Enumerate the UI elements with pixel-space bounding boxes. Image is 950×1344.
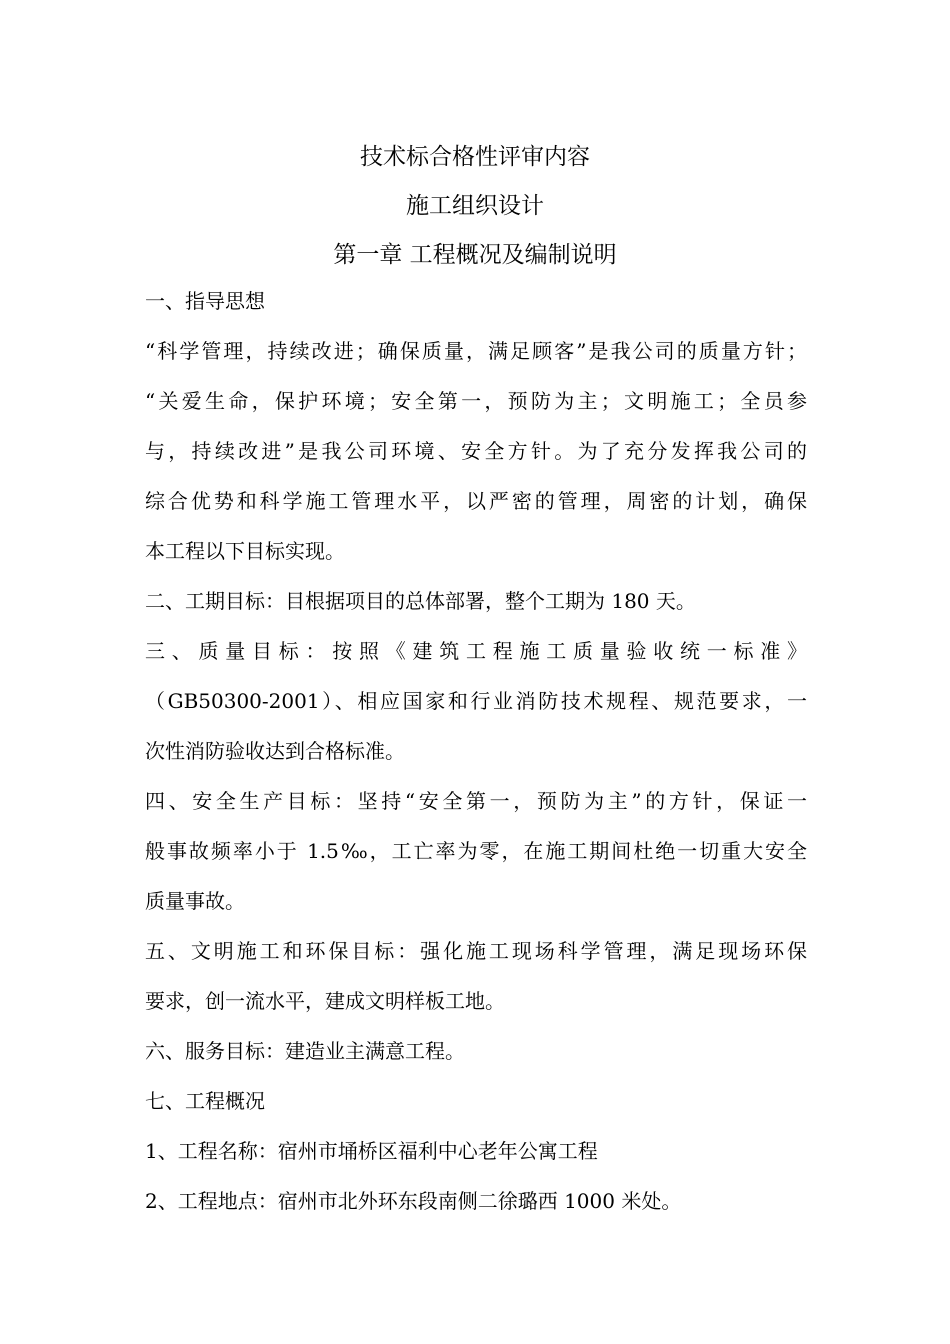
section-heading-project-overview: 七、工程概况 <box>145 1089 265 1113</box>
section-safety-goal: 四、安全生产目标：坚持“安全第一，预防为主”的方针，保证一 <box>145 789 807 813</box>
section-heading-guiding-ideology: 一、指导思想 <box>145 289 265 313</box>
paragraph-line: “科学管理，持续改进；确保质量，满足顾客”是我公司的质量方针； <box>145 339 807 363</box>
section-schedule-goal: 二、工期目标：目根据项目的总体部署，整个工期为 180 天。 <box>145 589 696 613</box>
paragraph-line: 本工程以下目标实现。 <box>145 539 345 563</box>
list-item-project-name: 1、工程名称：宿州市埇桥区福利中心老年公寓工程 <box>145 1139 598 1163</box>
section-quality-goal: 三、质量目标：按照《建筑工程施工质量验收统一标准》 <box>145 639 807 663</box>
paragraph-line: “关爱生命，保护环境；安全第一，预防为主；文明施工；全员参 <box>145 389 807 413</box>
paragraph-line: 般事故频率小于 1.5‰，工亡率为零，在施工期间杜绝一切重大安全 <box>145 839 807 863</box>
section-civilized-construction-goal: 五、文明施工和环保目标：强化施工现场科学管理，满足现场环保 <box>145 939 807 963</box>
paragraph-line: 综合优势和科学施工管理水平，以严密的管理，周密的计划，确保 <box>145 489 807 513</box>
document-title: 技术标合格性评审内容 <box>360 144 590 170</box>
paragraph-line: 质量事故。 <box>145 889 245 913</box>
document-subtitle: 施工组织设计 <box>406 193 544 219</box>
paragraph-line: 要求，创一流水平，建成文明样板工地。 <box>145 989 505 1013</box>
paragraph-line: 次性消防验收达到合格标准。 <box>145 739 405 763</box>
paragraph-line: （GB50300-2001）、相应国家和行业消防技术规程、规范要求，一 <box>145 689 807 713</box>
list-item-project-location: 2、工程地点：宿州市北外环东段南侧二徐璐西 1000 米处。 <box>145 1189 682 1213</box>
chapter-heading: 第一章 工程概况及编制说明 <box>333 242 617 268</box>
section-service-goal: 六、服务目标：建造业主满意工程。 <box>145 1039 465 1063</box>
paragraph-line: 与，持续改进”是我公司环境、安全方针。为了充分发挥我公司的 <box>145 439 807 463</box>
